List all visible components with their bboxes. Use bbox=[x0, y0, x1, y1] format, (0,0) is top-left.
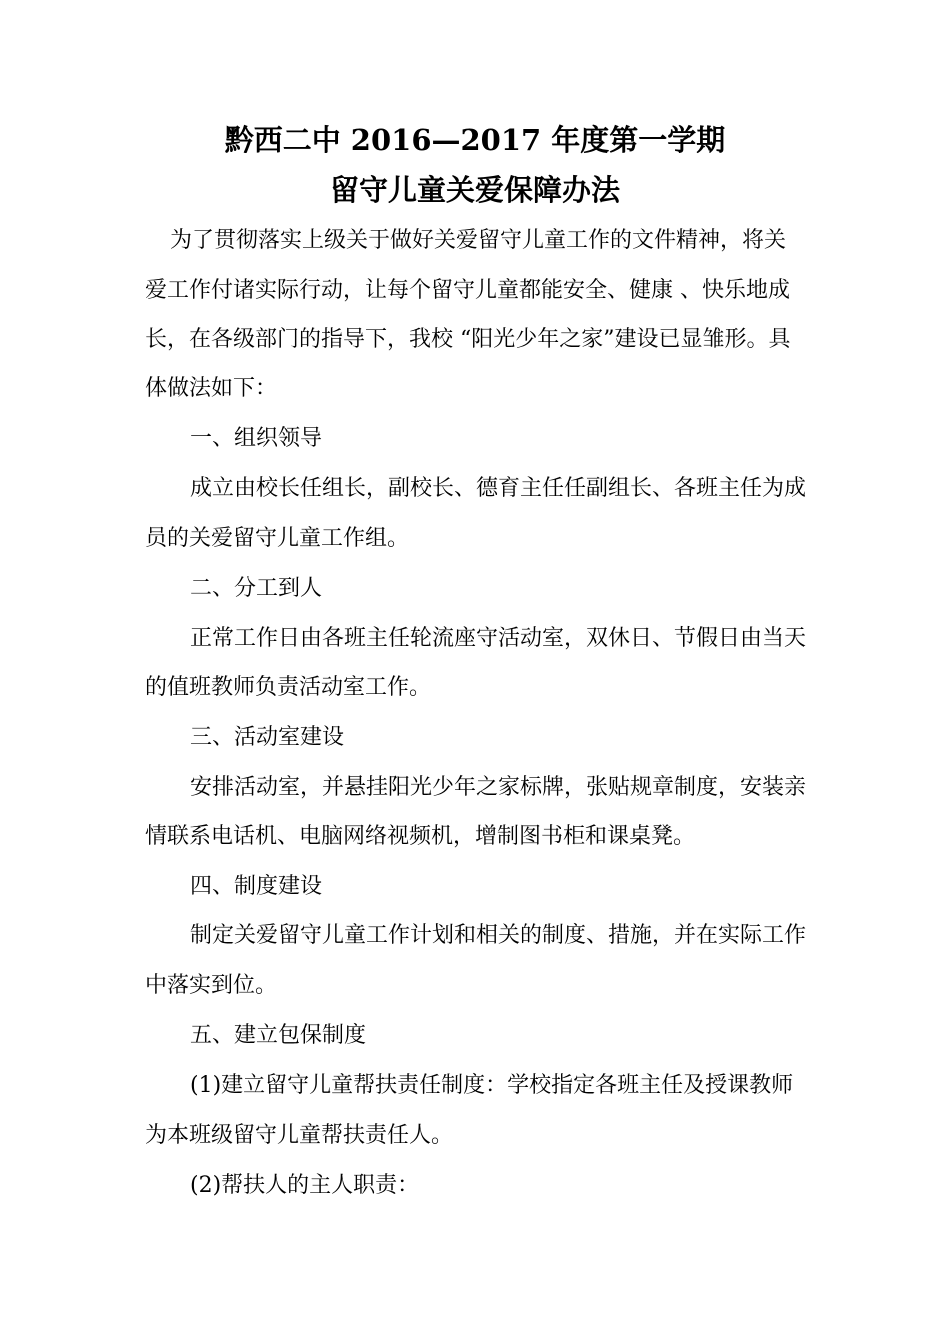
section-heading: 三、活动室建设 bbox=[190, 725, 345, 750]
section-heading: 二、分工到人 bbox=[190, 576, 323, 601]
document-title-line1: 黔西二中 2016—2017 年度第一学期 bbox=[224, 123, 726, 157]
body-line: 情联系电话机、电脑网络视频机，增制图书柜和课桌凳。 bbox=[145, 824, 696, 849]
body-line: 成立由校长任组长，副校长、德育主任任副组长、各班主任为成 bbox=[190, 476, 807, 501]
body-line: (1)建立留守儿童帮扶责任制度：学校指定各班主任及授课教师 bbox=[190, 1073, 794, 1098]
body-line: 正常工作日由各班主任轮流座守活动室，双休日、节假日由当天 bbox=[190, 626, 807, 651]
section-heading: 五、建立包保制度 bbox=[190, 1023, 367, 1048]
body-line: (2)帮扶人的主人职责： bbox=[190, 1173, 420, 1198]
body-line: 制定关爱留守儿童工作计划和相关的制度、措施，并在实际工作 bbox=[190, 923, 807, 948]
body-line: 安排活动室，并悬挂阳光少年之家标牌，张贴规章制度，安装亲 bbox=[190, 775, 807, 800]
body-line: 中落实到位。 bbox=[145, 973, 278, 998]
body-line: 为了贯彻落实上级关于做好关爱留守儿童工作的文件精神，将关 bbox=[170, 228, 787, 253]
body-line: 员的关爱留守儿童工作组。 bbox=[145, 526, 410, 551]
body-line: 长，在各级部门的指导下，我校 “阳光少年之家”建设已显雏形。具 bbox=[145, 327, 791, 352]
body-line: 为本班级留守儿童帮扶责任人。 bbox=[145, 1123, 454, 1148]
body-line: 的值班教师负责活动室工作。 bbox=[145, 675, 432, 700]
body-line: 体做法如下： bbox=[145, 376, 278, 401]
section-heading: 一、组织领导 bbox=[190, 426, 323, 451]
body-line: 爱工作付诸实际行动，让每个留守儿童都能安全、健康 、快乐地成 bbox=[145, 278, 790, 303]
document-title-line2: 留守儿童关爱保障办法 bbox=[329, 173, 620, 207]
section-heading: 四、制度建设 bbox=[190, 874, 323, 899]
